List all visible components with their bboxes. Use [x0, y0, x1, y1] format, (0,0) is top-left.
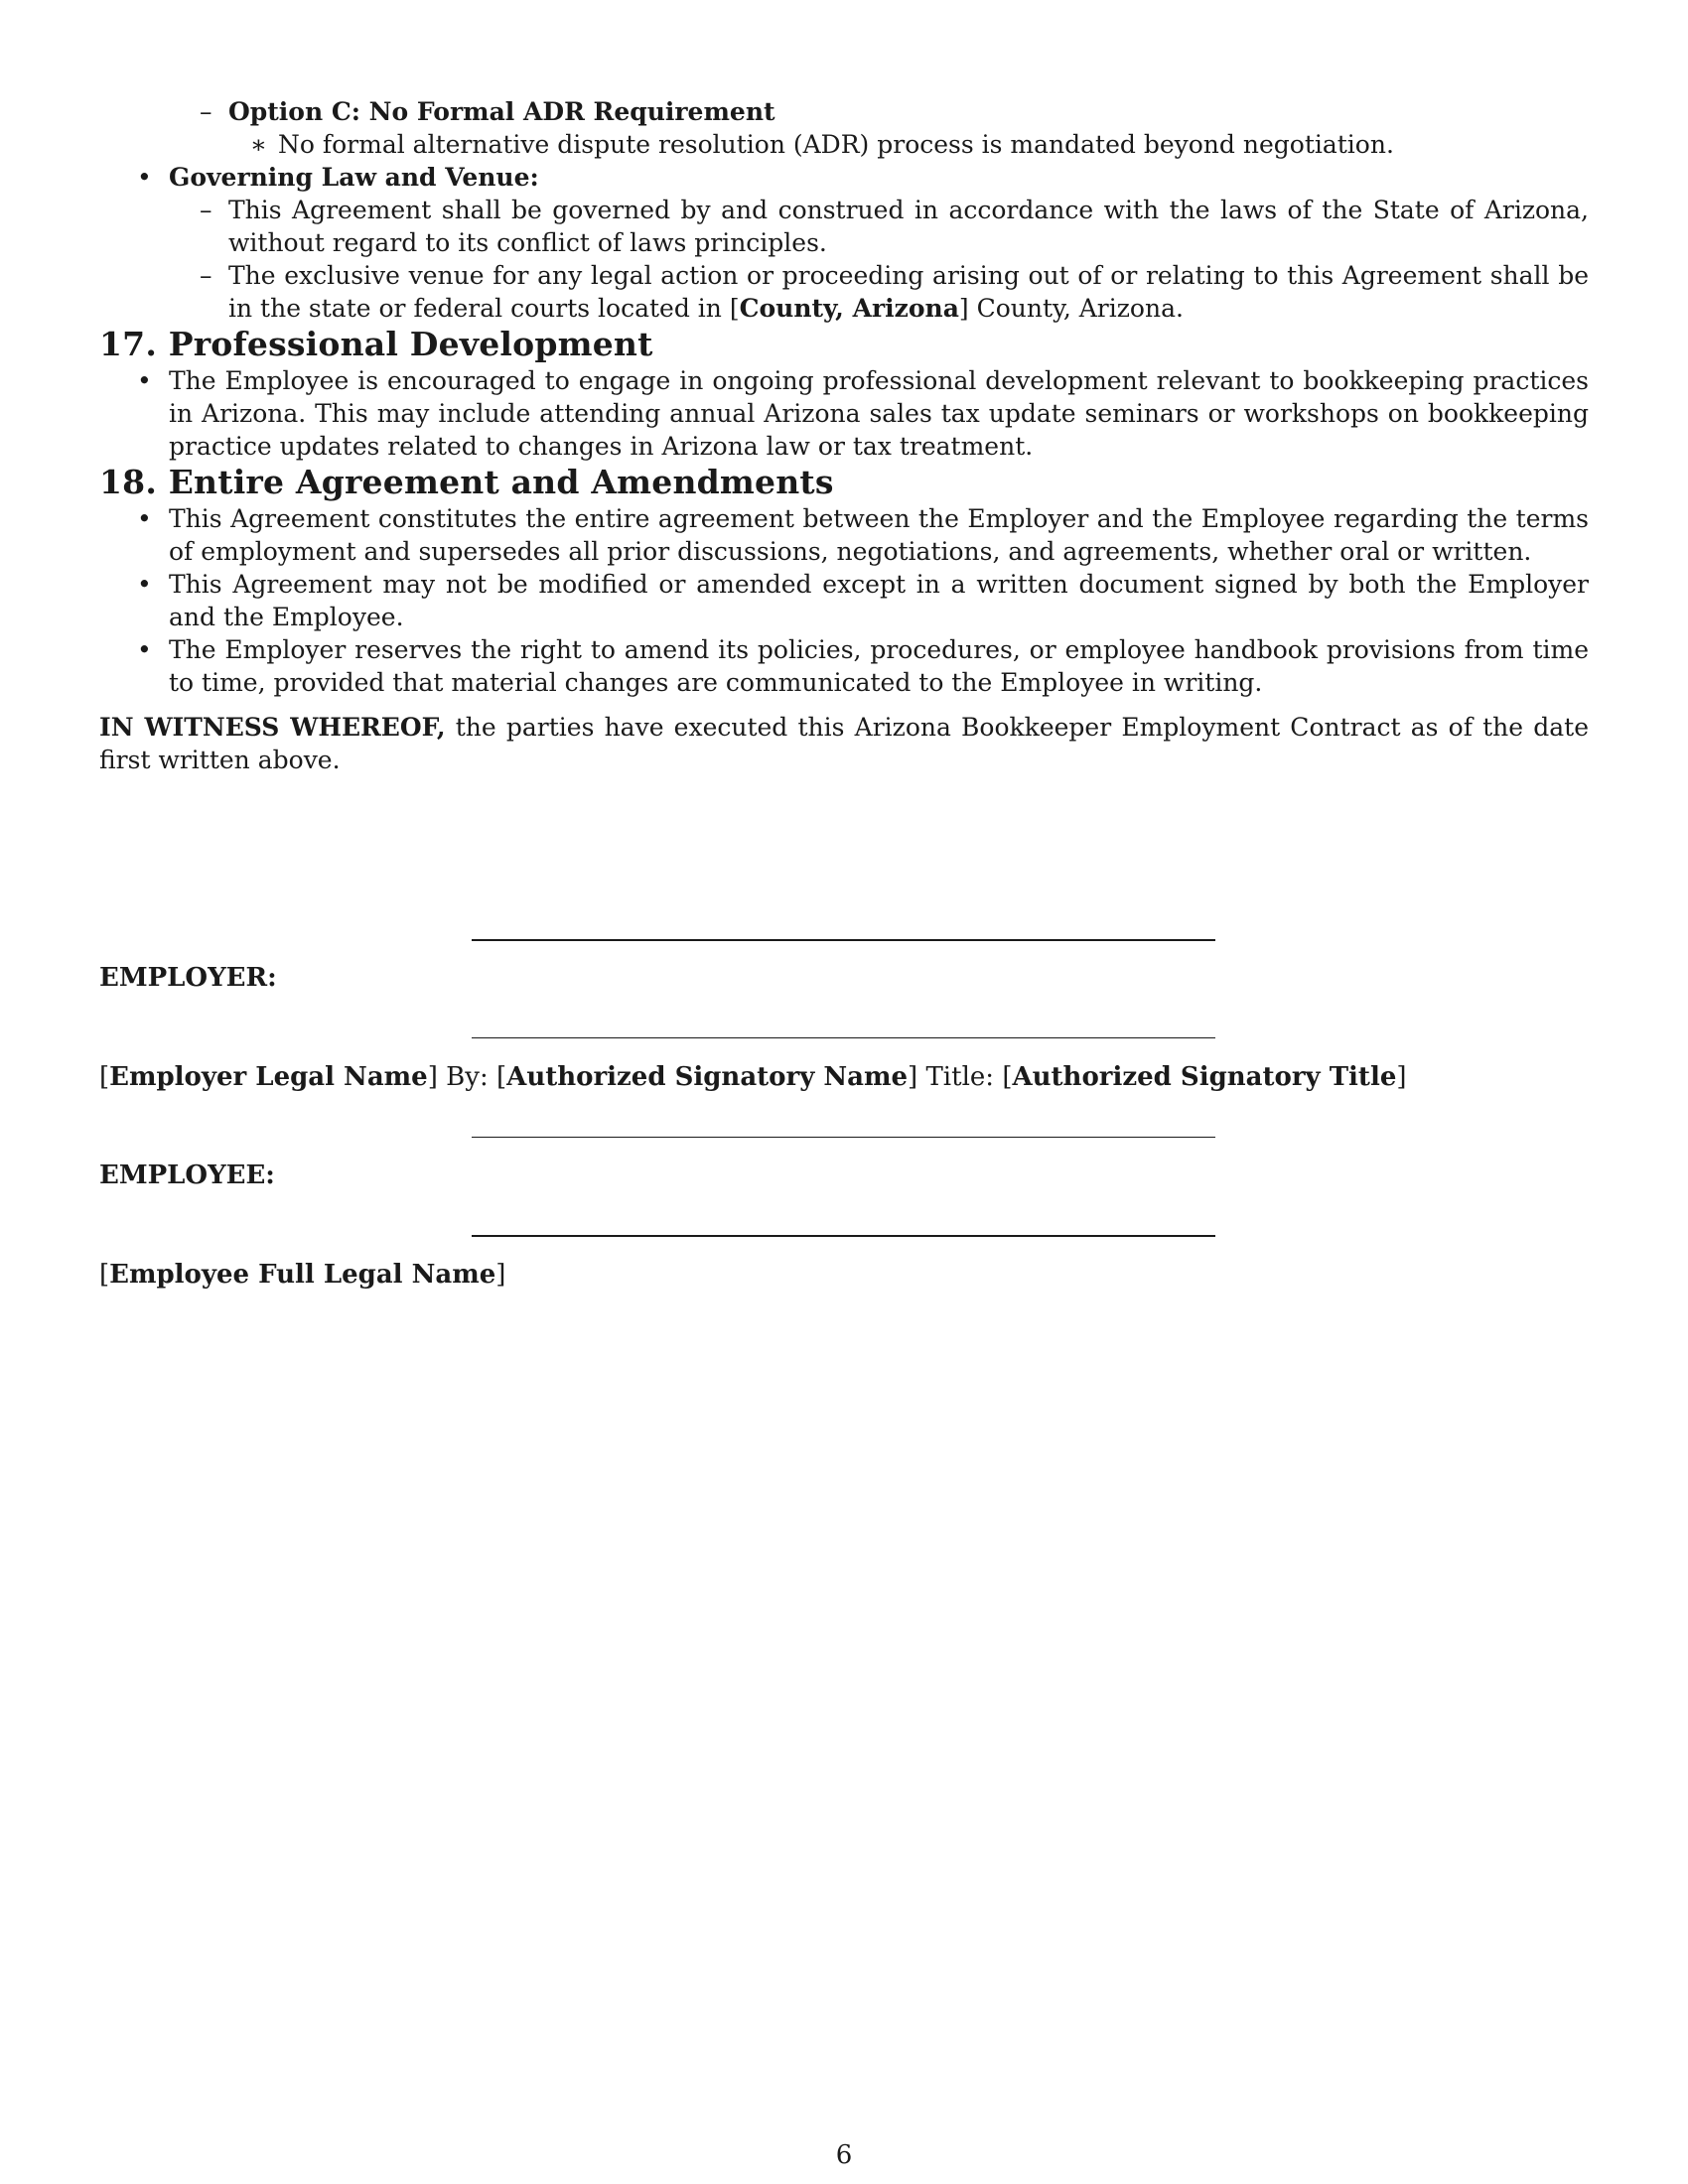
option-c-details — [99, 128, 1589, 161]
bracket-open: [ — [729, 294, 740, 323]
list-item — [99, 259, 1589, 325]
list-item — [99, 128, 1589, 161]
bullet-marker: • — [137, 635, 152, 664]
governing-title: Governing Law and Venue: — [169, 163, 539, 192]
bracket-open: [ — [495, 1062, 507, 1092]
option-c-title: Option C: No Formal ADR Requirement — [228, 97, 775, 126]
employee-name-placeholder: Employee Full Legal Name — [109, 1260, 496, 1290]
star-marker: ∗ — [250, 130, 267, 159]
list-item — [99, 194, 1589, 259]
section-17-item: The Employee is encouraged to engage in ongoing professional development relevant to bookkeeping practices in Arizona. This may include attending annual Arizona sales tax update seminars or workshops on bookkeeping practice updates related to changes in Arizona law or tax treatment. — [169, 366, 1589, 461]
employer-label: EMPLOYER: — [99, 963, 277, 993]
governing-list — [99, 161, 1589, 194]
section-18-item-1: This Agreement constitutes the entire agreement between the Employer and the Employee regarding the terms of employment and supersedes all prior discussions, negotiations, and agreements, whether oral or written. — [169, 504, 1589, 566]
governing-item-1: This Agreement shall be governed by and construed in accordance with the laws of the State of Arizona, without regard to its conflict of laws principles. — [228, 196, 1589, 257]
bracket-close: ] — [958, 294, 969, 323]
bracket-close: ] — [427, 1062, 438, 1092]
section-17-list — [99, 364, 1589, 463]
section-18-list — [99, 502, 1589, 699]
signature-line — [472, 939, 1215, 941]
county-placeholder: County, Arizona — [739, 294, 959, 323]
title-label: Title: — [917, 1062, 1003, 1092]
section-18-item-3: The Employer reserves the right to amend its policies, procedures, or employee handbook provisions from time to time, provided that material changes are communicated to the Employee in writing. — [169, 635, 1589, 697]
signatory-title-placeholder: Authorized Signatory Title — [1012, 1062, 1397, 1092]
bracket-close: ] — [1396, 1062, 1407, 1092]
governing-items — [99, 194, 1589, 325]
section-17-heading: 17. Professional Development — [99, 325, 653, 363]
governing-item-2-post: County, Arizona. — [968, 294, 1184, 323]
list-item — [99, 161, 1589, 194]
witness-text: the parties have executed this Arizona Bookkeeper Employment Contract as of the date first written above. — [99, 713, 1589, 774]
option-c-text: No formal alternative dispute resolution (ADR) process is mandated beyond negotiation. — [278, 130, 1394, 159]
section-18-heading: 18. Entire Agreement and Amendments — [99, 463, 834, 501]
bracket-open: [ — [99, 1062, 110, 1092]
bullet-marker: • — [137, 366, 152, 395]
list-item — [99, 633, 1589, 699]
bracket-close: ] — [495, 1260, 506, 1290]
signatory-name-placeholder: Authorized Signatory Name — [506, 1062, 909, 1092]
section-18-item-2: This Agreement may not be modified or amended except in a written document signed by both the Employer and the Employee. — [169, 570, 1589, 631]
bullet-marker: • — [137, 570, 152, 599]
bracket-close: ] — [908, 1062, 918, 1092]
employer-signature-details — [99, 1062, 1407, 1092]
list-item — [99, 364, 1589, 463]
bracket-open: [ — [1002, 1062, 1013, 1092]
dash-marker: – — [200, 196, 212, 224]
witness-lead: IN WITNESS WHEREOF, — [99, 713, 446, 742]
governing-item-2-pre: The exclusive venue for any legal action or proceeding arising out of or relating to this Agreement shall be in the state or federal courts located in — [228, 261, 1589, 323]
employee-signature-details — [99, 1260, 505, 1290]
bullet-marker: • — [137, 163, 152, 192]
page-number: 6 — [835, 2140, 853, 2170]
list-item — [99, 95, 1589, 128]
witness-paragraph — [99, 711, 1589, 776]
signature-line — [472, 1137, 1215, 1138]
bracket-open: [ — [99, 1260, 110, 1290]
dash-marker: – — [200, 261, 212, 290]
adr-options-list — [99, 95, 1589, 128]
bullet-marker: • — [137, 504, 152, 533]
document-body — [99, 95, 1589, 776]
signature-line — [472, 1235, 1215, 1237]
dash-marker: – — [200, 97, 212, 126]
employee-label: EMPLOYEE: — [99, 1160, 275, 1190]
list-item — [99, 568, 1589, 633]
by-label: By: — [437, 1062, 496, 1092]
list-item — [99, 502, 1589, 568]
signature-line — [472, 1037, 1215, 1038]
employer-name-placeholder: Employer Legal Name — [109, 1062, 428, 1092]
